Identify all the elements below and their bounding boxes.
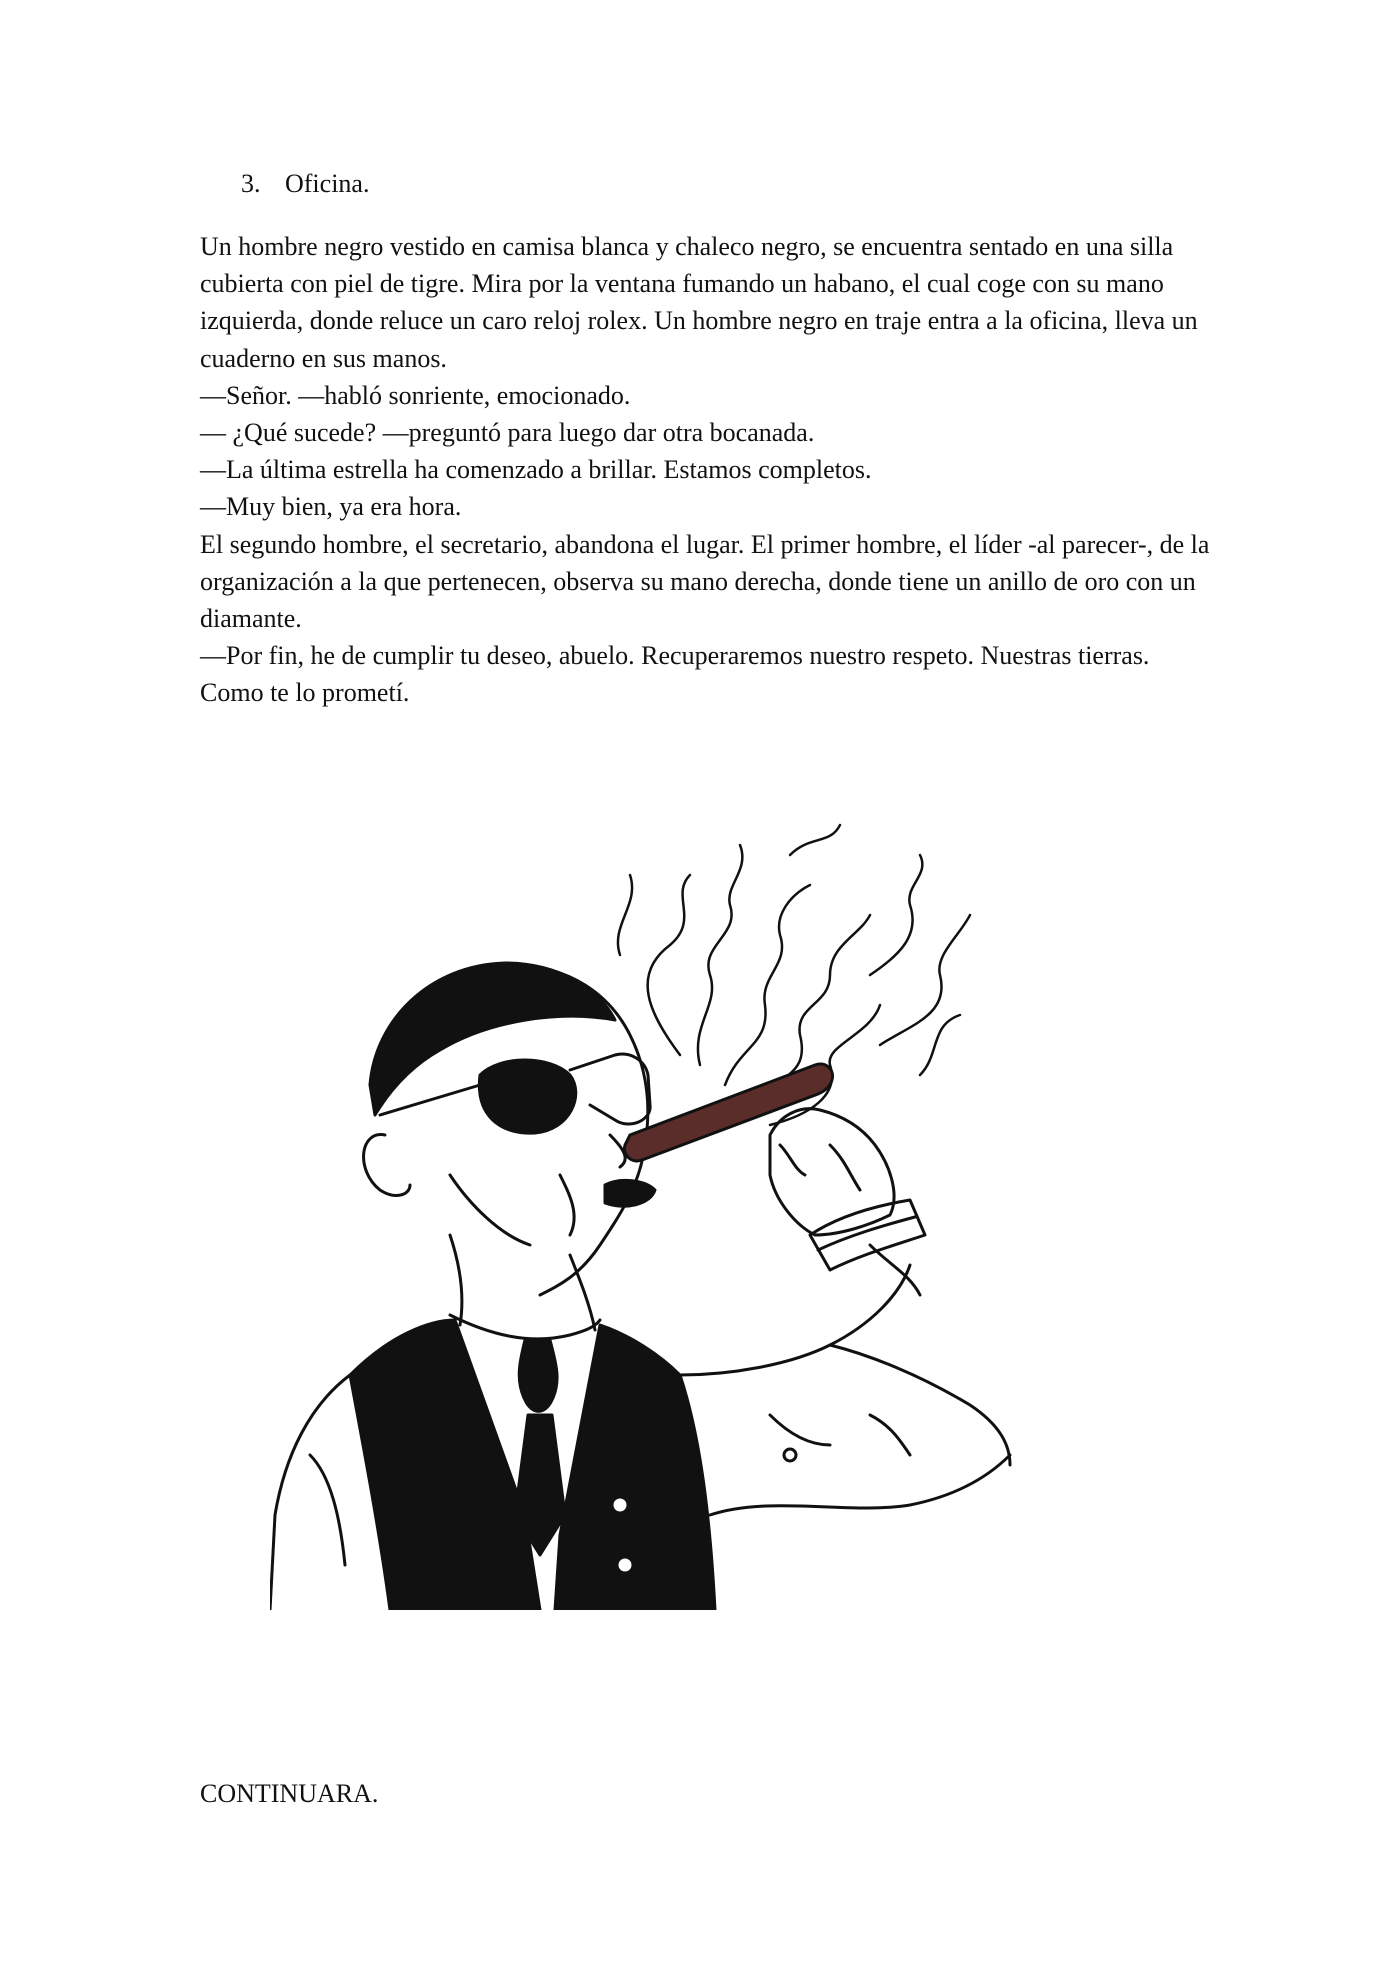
man-smoking-cigar-drawing <box>270 815 1170 1610</box>
hand <box>770 1109 894 1235</box>
story-text <box>200 228 1210 712</box>
section-title: Oficina. <box>285 169 370 198</box>
paragraph-narration: Un hombre negro vestido en camisa blanca y chaleco negro, se encuentra sentado en una silla cubierta con piel de tigre. Mira por la ventana fumando un habano, el cual coge con su mano izquierda, donde reluce un caro reloj rolex. Un hombre negro en traje entra a la oficina, lleva un cuaderno en sus manos. <box>200 232 1198 373</box>
section-heading <box>241 166 369 202</box>
closing-text: CONTINUARA. <box>200 1779 379 1808</box>
ear <box>364 1135 410 1196</box>
section-number: 3. <box>241 169 261 198</box>
vest <box>350 1320 540 1610</box>
sunglasses <box>479 1060 575 1133</box>
paragraph-narration: El segundo hombre, el secretario, abandona el lugar. El primer hombre, el líder -al parecer-, de la organización a la que pertenecen, observa su mano derecha, donde tiene un anillo de oro con un diamante. <box>200 529 1210 634</box>
lips <box>605 1180 655 1206</box>
dialogue-line: —Señor. —habló sonriente, emocionado. <box>200 380 631 410</box>
shirt-collar <box>450 1315 600 1339</box>
dialogue-line: —La última estrella ha comenzado a brillar. Estamos completos. <box>200 455 872 485</box>
dialogue-line: — ¿Qué sucede? —preguntó para luego dar otra bocanada. <box>200 418 815 448</box>
dialogue-line: —Por fin, he de cumplir tu deseo, abuelo. Recuperaremos nuestro respeto. Nuestras tierras. Como te lo prometí. <box>200 641 1150 708</box>
tie <box>519 1340 557 1411</box>
dialogue-line: —Muy bien, ya era hora. <box>200 492 462 522</box>
